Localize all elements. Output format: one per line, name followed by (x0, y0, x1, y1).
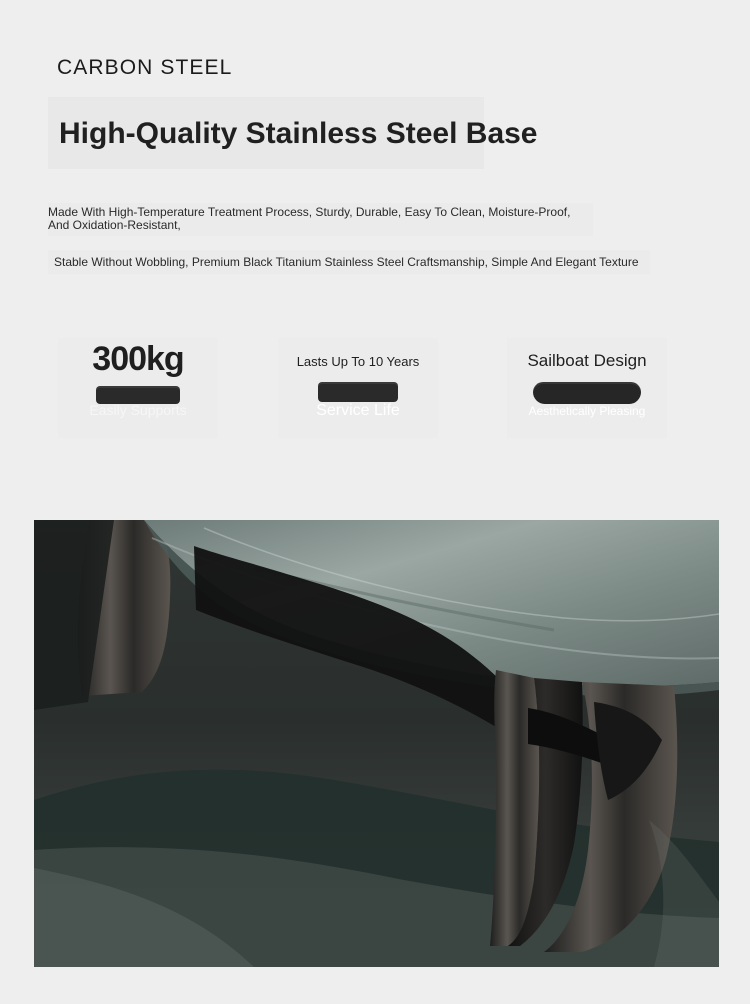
headline-title: High-Quality Stainless Steel Base (59, 117, 538, 150)
feature-card-design (507, 338, 667, 438)
feature-card-weight (58, 338, 218, 438)
table-photo (34, 520, 719, 967)
brand-label: CARBON STEEL (57, 56, 233, 79)
feature-design-title: Sailboat Design (527, 351, 647, 370)
description-paragraph-1: Made With High-Temperature Treatment Process, Sturdy, Durable, Easy To Clean, Moisture-Proof, And Oxidation-Resistant, (48, 205, 571, 232)
feature-weight-subtitle: Easily Supports (89, 402, 187, 418)
headline-banner (48, 97, 538, 169)
table-photo-illustration (34, 520, 719, 967)
description-paragraph-2: Stable Without Wobbling, Premium Black Titanium Stainless Steel Craftsmanship, Simple And Elegant Texture (54, 255, 639, 269)
feature-life-title: Lasts Up To 10 Years (296, 354, 420, 369)
feature-weight-title: 300kg (92, 340, 184, 378)
feature-design-pill (533, 382, 641, 404)
feature-card-life (278, 338, 438, 438)
feature-design-subtitle: Aesthetically Pleasing (528, 404, 646, 418)
feature-life-pill (318, 382, 398, 402)
feature-life-subtitle: Service Life (316, 402, 400, 419)
